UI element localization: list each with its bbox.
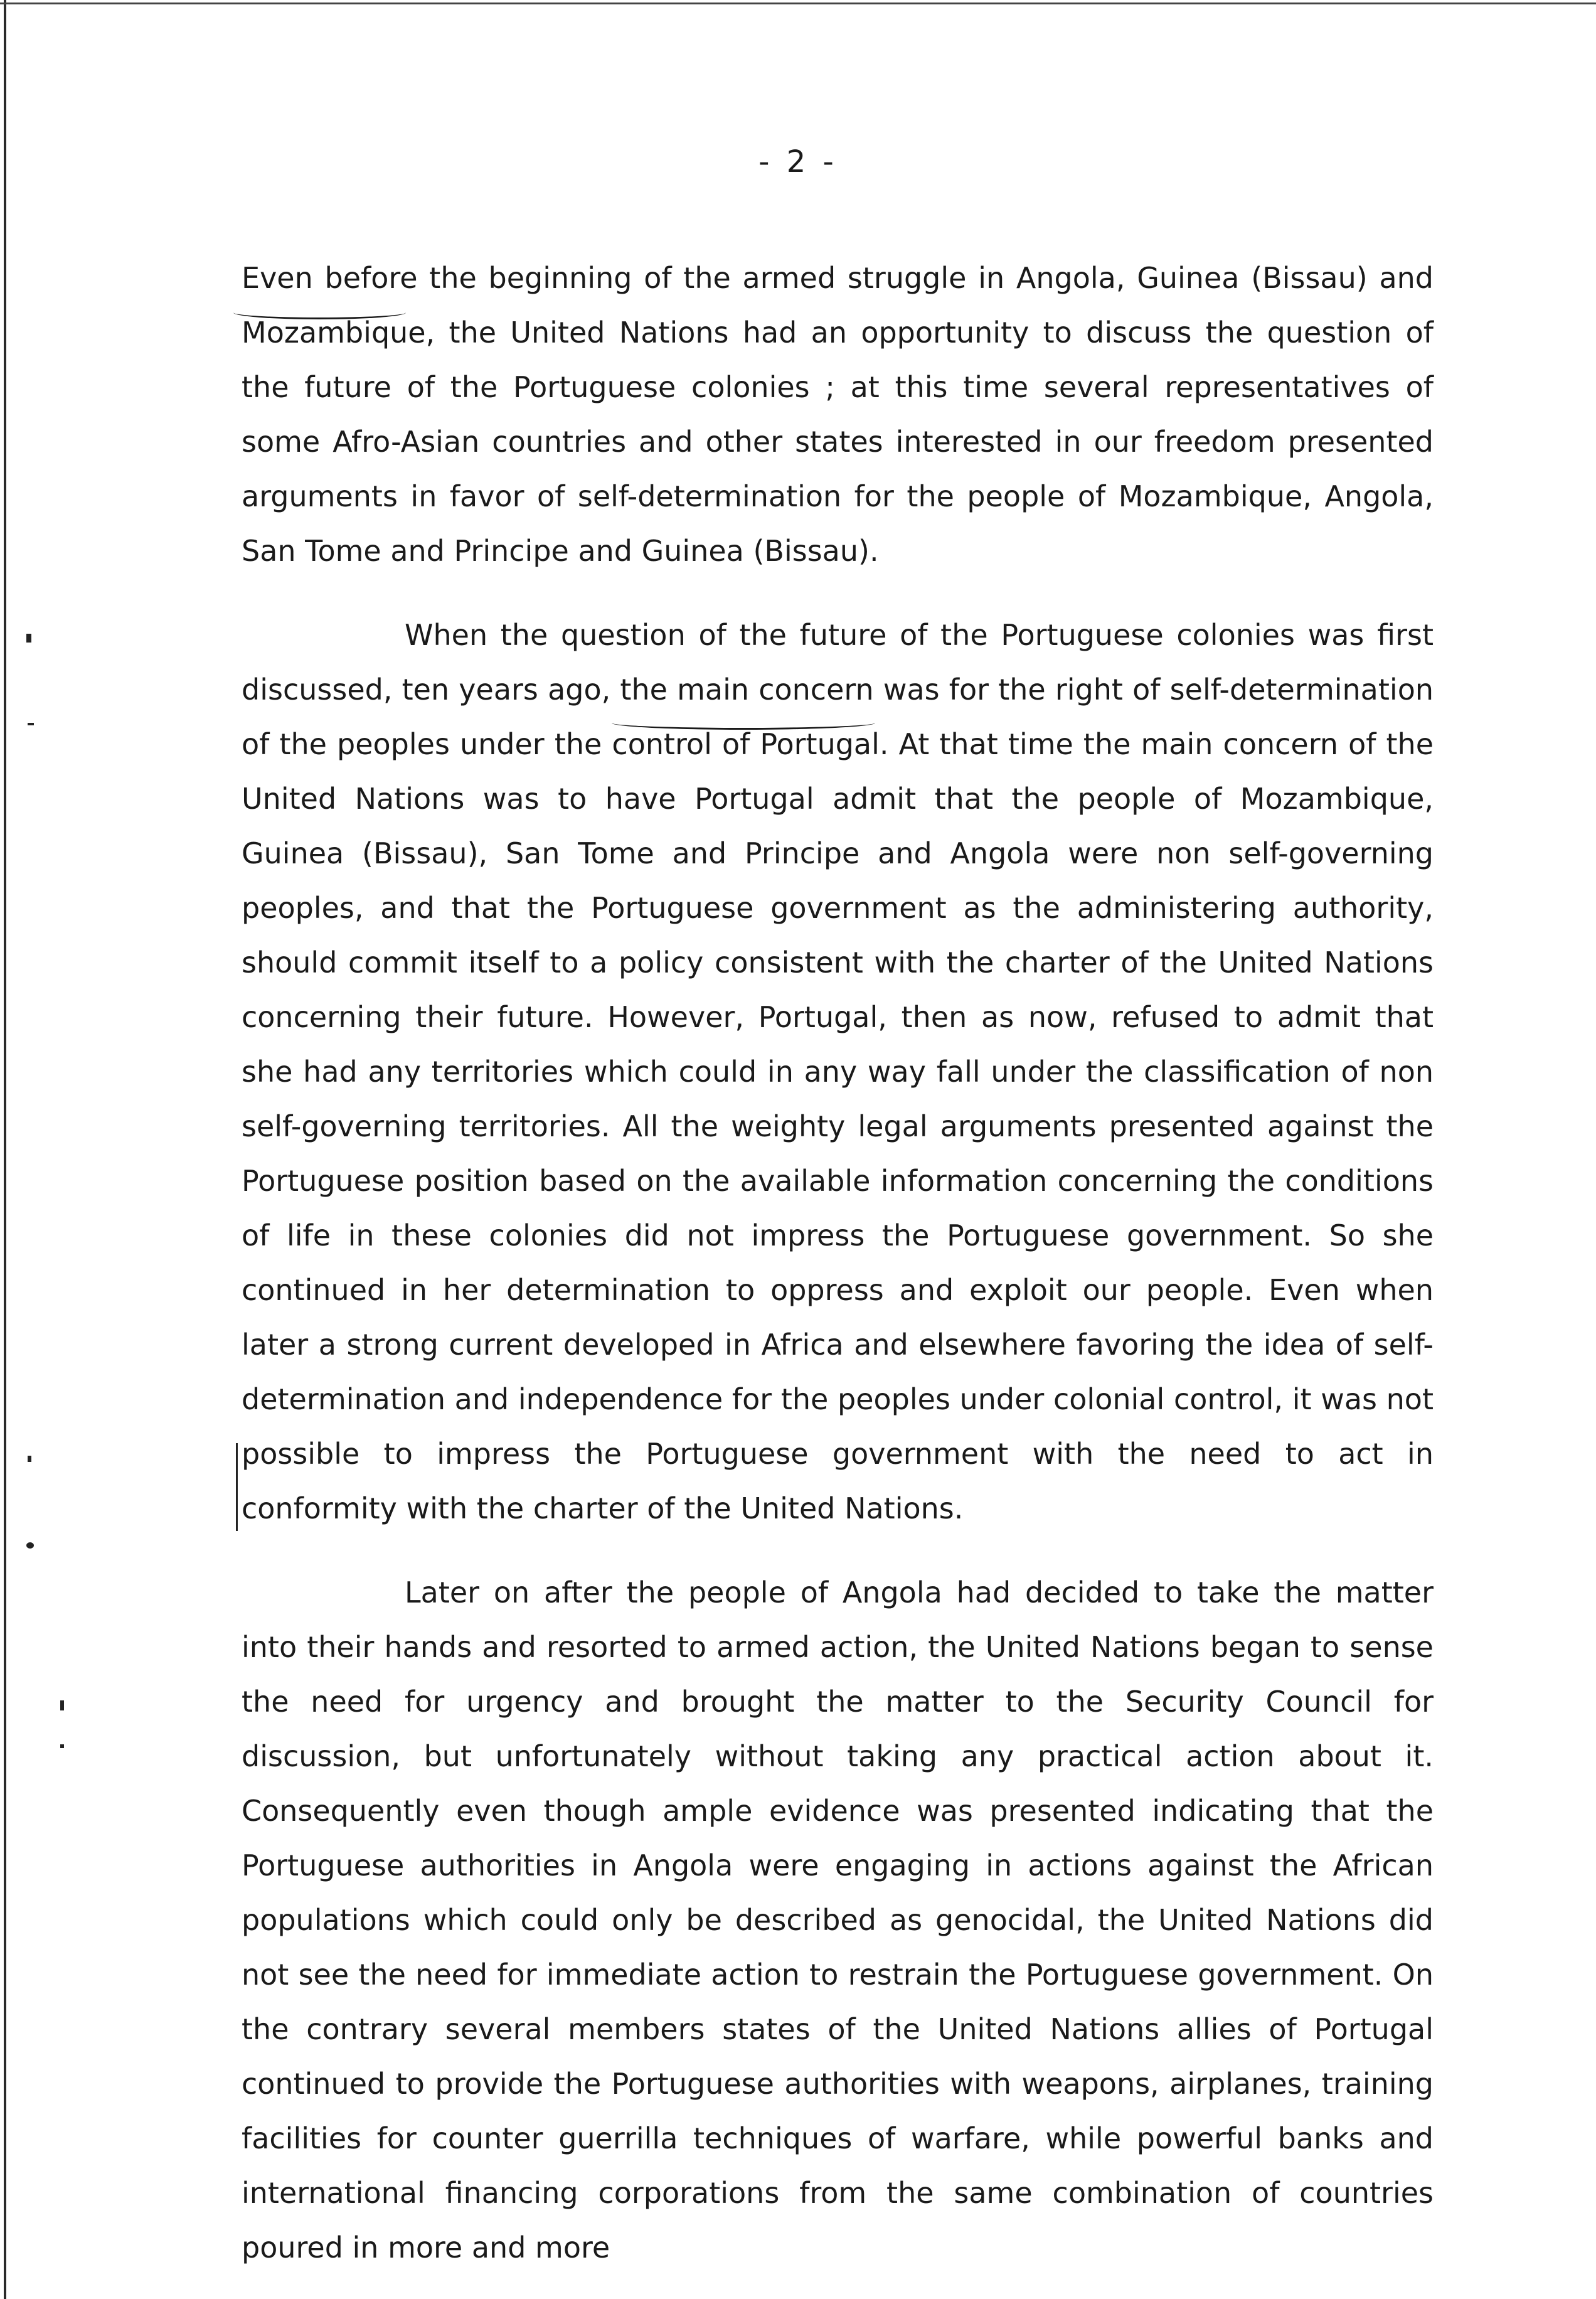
paragraph-2: When the question of the future of the Portuguese colonies was first discussed, ten years ago, the main concern was for the right of self-determination of the peoples under the control of Portugal. At that time the main concern of the United Nations was to have Portugal admit that the people of Mozambique, Guinea (Bissau), San Tome and Principe and Angola were non self-governing peoples, and that the Portuguese government as the administering authority, should commit itself to a policy consistent with the charter of the United Nations concerning their future. However, Portugal, then as now, refused to admit that she had any territories which could in any way fall under the classification of non self-governing territories. All the weighty legal arguments presented against the Portuguese position based on the available information concerning the conditions of life in these colonies did not impress the Portuguese government. So she continued in her determination to oppress and exploit our people. Even when later a strong current developed in Africa and elsewhere favoring the idea of self-determination and independence for the peoples under colonial control, it was not possible to impress the Portuguese government with the need to act in conformity with the charter of the United Nations. — [242, 618, 1434, 1525]
margin-speck — [60, 1744, 64, 1748]
page-top-edge — [0, 3, 1596, 4]
margin-speck — [26, 634, 31, 643]
page-left-edge — [4, 0, 6, 2299]
paragraph-3: Later on after the people of Angola had decided to take the matter into their hands and resorted to armed action, the United Nations began to sense the need for urgency and brought the matter to the Security Council for discussion, but unfortunately without taking any practical action about it. Consequently even though ample evidence was presented indicating that the Portuguese authorities in Angola were engaging in actions against the African populations which could only be described as genocidal, the United Nations did not see the need for immediate action to restrain the Portuguese government. On the contrary several members states of the United Nations allies of Portugal continued to provide the Portuguese authorities with weapons, airplanes, training facilities for counter guerrilla techniques of warfare, while powerful banks and international financing corporations from the same combination of countries poured in more and more — [242, 1576, 1434, 2264]
paragraph-1: Even before the beginning of the armed struggle in Angola, Guinea (Bissau) and Mozambique, the United Nations had an opportunity to discuss the question of the future of the Portuguese colonies ; at this time several representatives of some Afro-Asian countries and other states interested in our freedom presented arguments in favor of self-determination for the people of Mozambique, Angola, San Tome and Principe and Guinea (Bissau). — [242, 261, 1434, 568]
margin-speck — [26, 1542, 34, 1549]
document-body — [242, 251, 1434, 2275]
margin-speck — [60, 1700, 64, 1710]
margin-speck — [28, 1456, 31, 1462]
margin-speck — [28, 723, 34, 725]
margin-pen-stroke — [236, 1443, 238, 1531]
page-number: - 2 - — [758, 144, 838, 179]
